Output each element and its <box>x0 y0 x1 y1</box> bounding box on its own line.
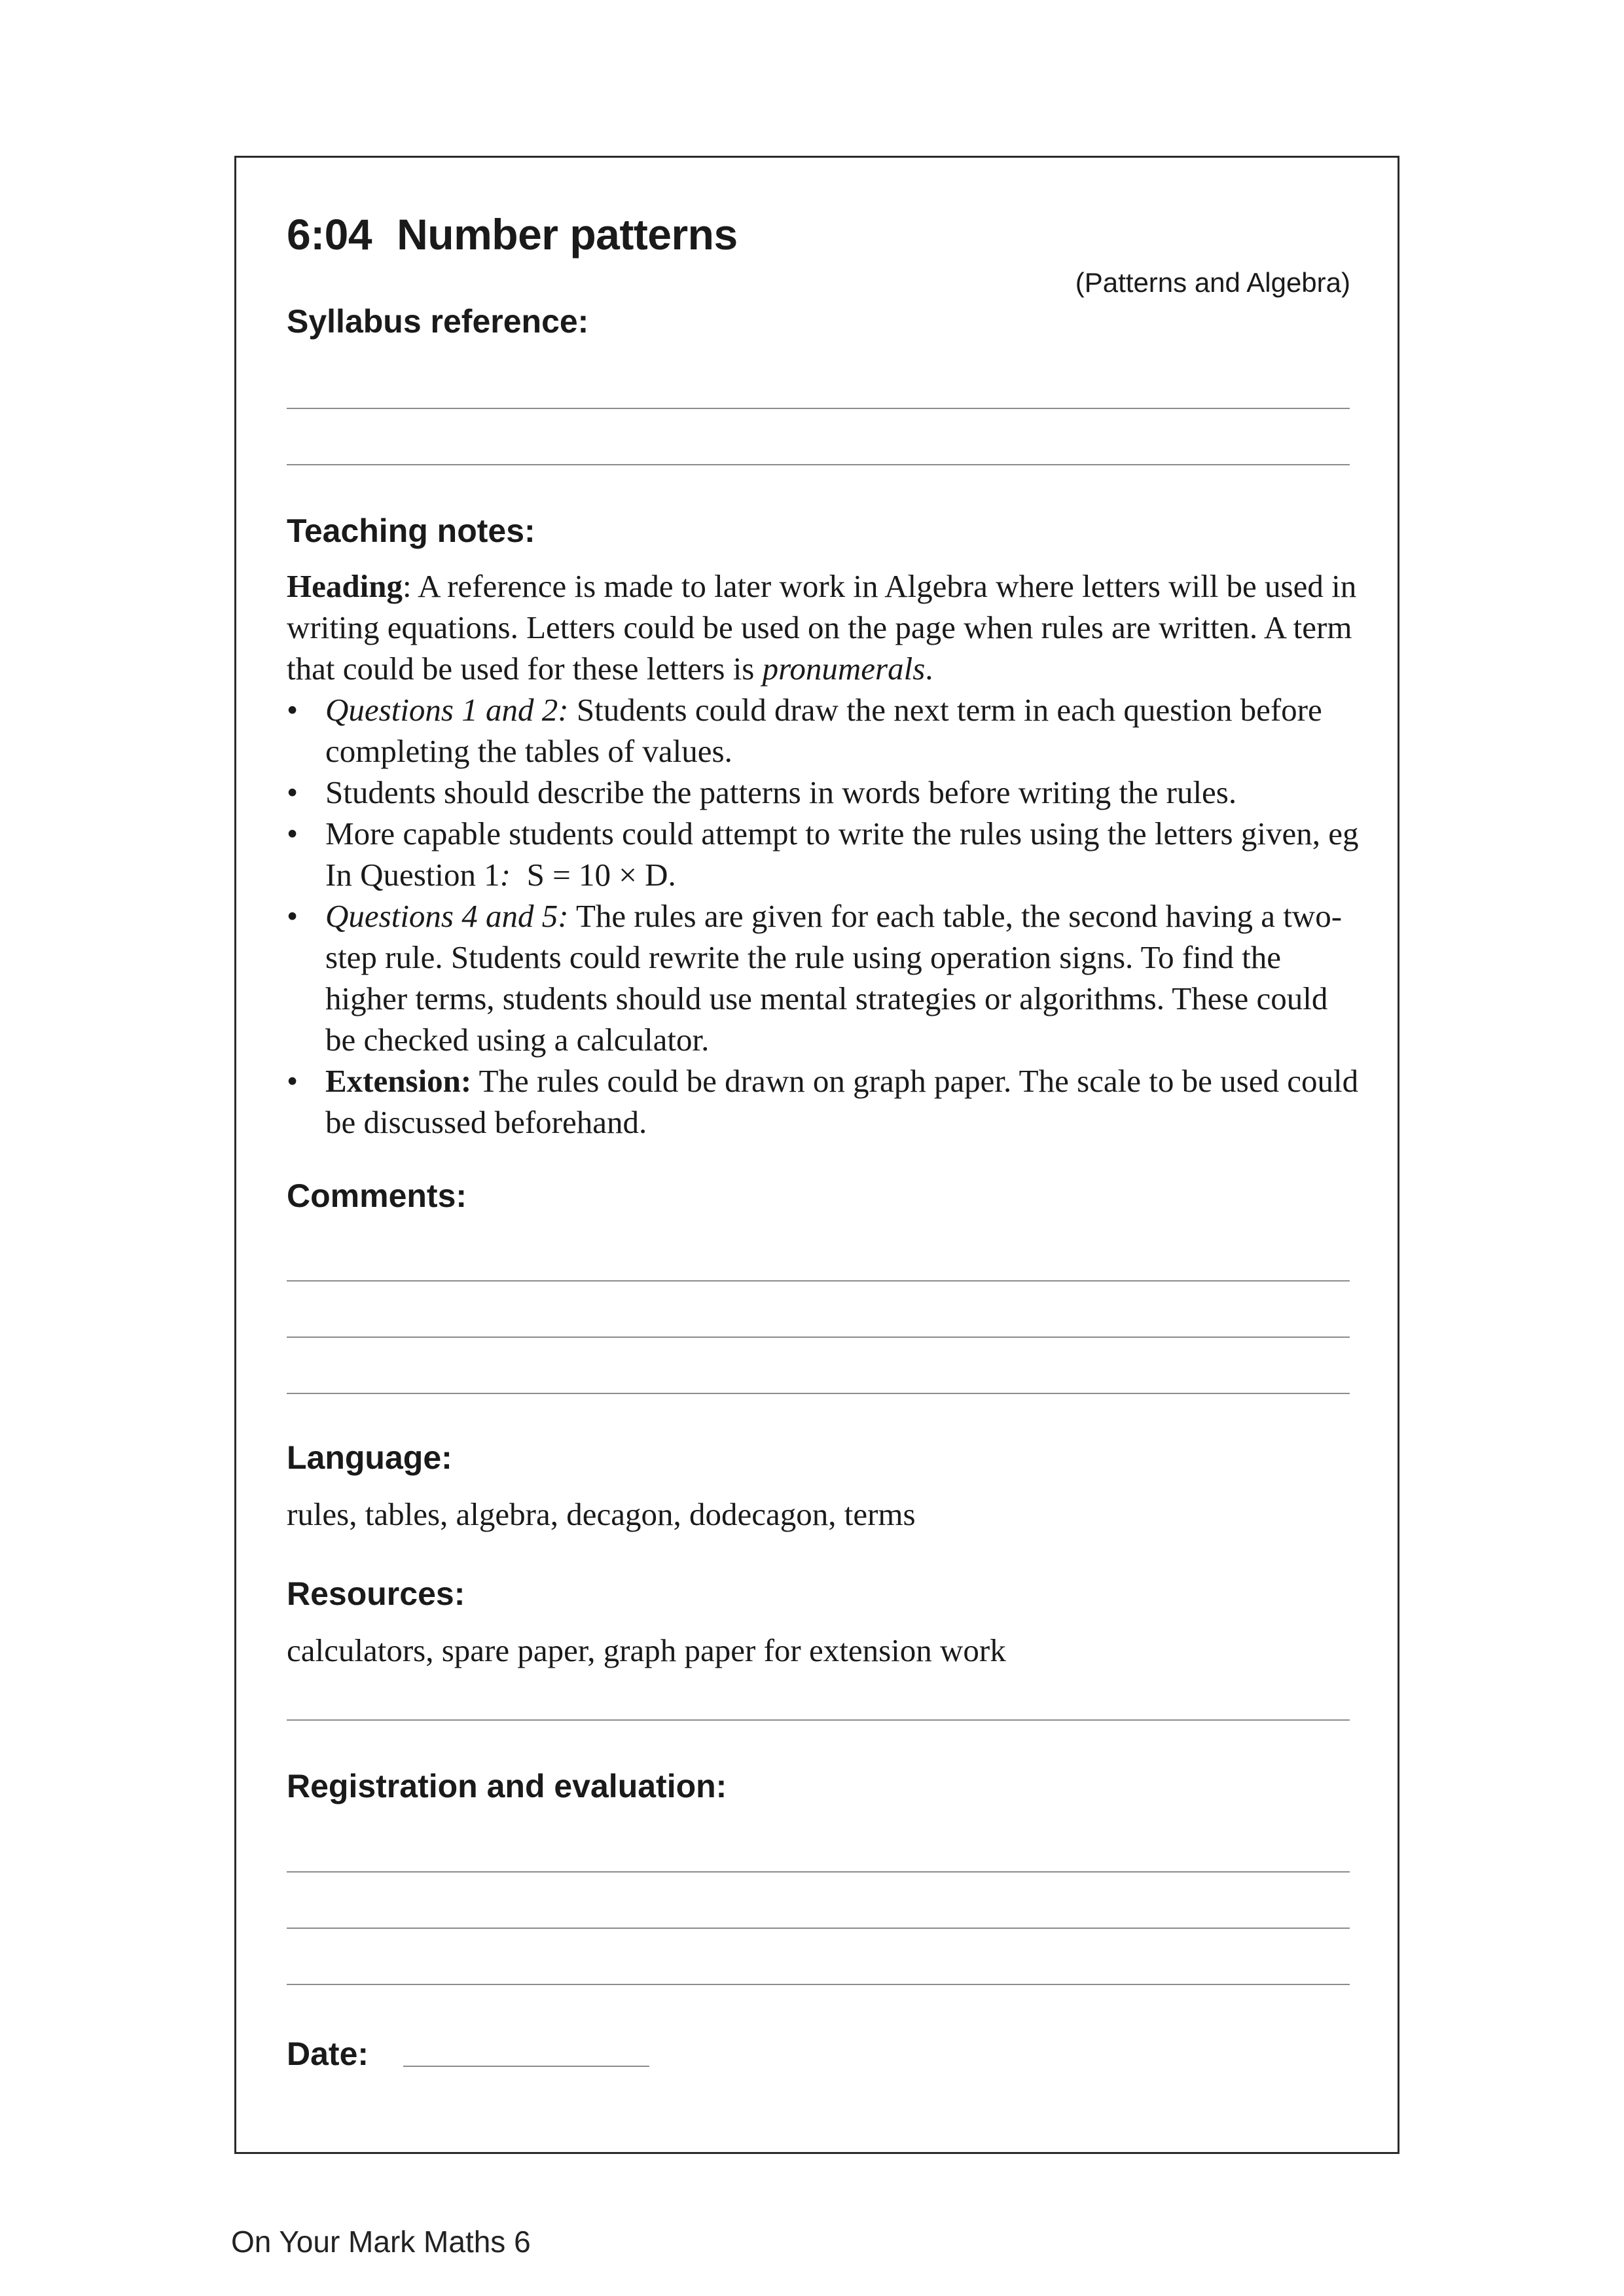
list-item: • Questions 1 and 2: Students could draw the next term in each question before completing the tables of values. <box>287 692 1322 769</box>
teaching-notes-body <box>287 565 1360 1143</box>
comments-line-1[interactable] <box>287 1280 1350 1282</box>
lesson-title <box>287 209 738 259</box>
list-item: • More capable students could attempt to write the rules using the letters given, eg In Question 1: S = 10 × D. <box>287 816 1359 893</box>
registration-line-3[interactable] <box>287 1984 1350 1985</box>
lesson-name: Number patterns <box>397 210 738 259</box>
list-item: • Questions 4 and 5: The rules are given for each table, the second having a two-step rule. Students could rewrite the rule using operation signs. To find the higher terms, students should use mental strategies or algorithms. These could be checked using a calculator. <box>287 898 1343 1058</box>
comments-heading: Comments: <box>287 1177 467 1214</box>
registration-heading: Registration and evaluation: <box>287 1768 727 1804</box>
comments-line-3[interactable] <box>287 1393 1350 1394</box>
lesson-number: 6:04 <box>287 210 372 259</box>
resources-text: calculators, spare paper, graph paper for extension work <box>287 1632 1006 1668</box>
language-text: rules, tables, algebra, decagon, dodecagon, terms <box>287 1496 916 1532</box>
syllabus-line-1[interactable] <box>287 408 1350 409</box>
comments-line-2[interactable] <box>287 1336 1350 1338</box>
teaching-notes-heading: Teaching notes: <box>287 512 535 549</box>
date-label: Date: <box>287 2036 369 2072</box>
date-field[interactable] <box>403 2066 649 2067</box>
registration-line-1[interactable] <box>287 1871 1350 1873</box>
syllabus-line-2[interactable] <box>287 464 1350 465</box>
language-heading: Language: <box>287 1439 452 1476</box>
resources-line[interactable] <box>287 1719 1350 1721</box>
resources-heading: Resources: <box>287 1575 465 1612</box>
footer-book-title: On Your Mark Maths 6 <box>231 2225 531 2259</box>
page-frame <box>234 156 1399 2154</box>
registration-line-2[interactable] <box>287 1928 1350 1929</box>
list-item: • Extension: The rules could be drawn on graph paper. The scale to be used could be discussed beforehand. <box>287 1063 1359 1140</box>
notes-list <box>287 689 1360 1143</box>
list-item: • Students should describe the patterns in words before writing the rules. <box>287 774 1237 810</box>
syllabus-heading: Syllabus reference: <box>287 303 589 340</box>
strand-label: (Patterns and Algebra) <box>1075 267 1350 298</box>
heading-note: Heading: A reference is made to later work in Algebra where letters will be used in writing equations. Letters could be used on the page when rules are written. A term that could be used for these letters is pronumerals. <box>287 568 1357 687</box>
